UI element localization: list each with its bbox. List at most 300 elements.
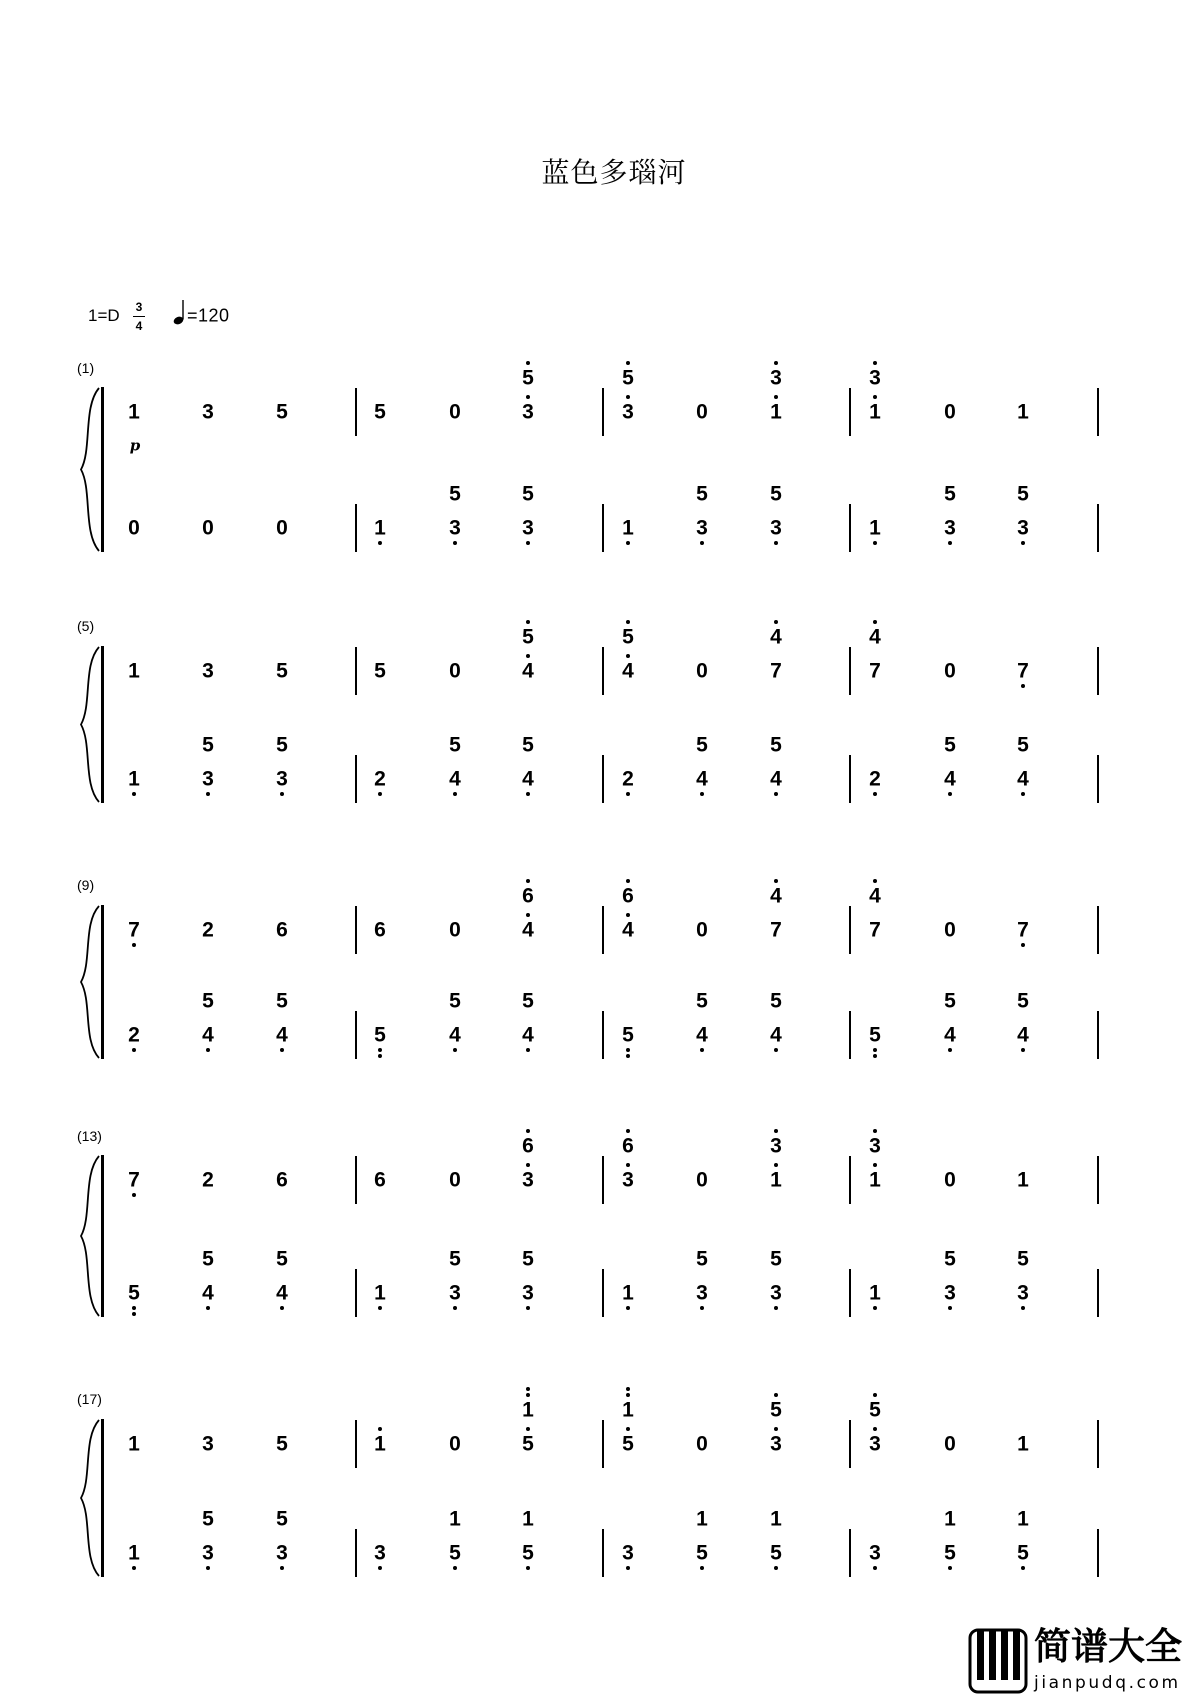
octave-dot-above (873, 1427, 877, 1431)
note: 7 (128, 918, 140, 942)
time-signature-denominator: 4 (135, 319, 143, 333)
note: 6 (276, 918, 288, 942)
note: 7 (869, 918, 881, 942)
system-barline (101, 1155, 104, 1317)
octave-dot-below (873, 1054, 877, 1058)
barline (1097, 504, 1099, 552)
octave-dot-below (948, 792, 952, 796)
octave-dot-above (873, 1393, 877, 1397)
barline (602, 755, 604, 803)
note: 1 (770, 1507, 782, 1531)
octave-dot-below (132, 943, 136, 947)
octave-dot-below (526, 1048, 530, 1052)
rest: 0 (696, 918, 708, 942)
octave-dot-above (526, 1163, 530, 1167)
note: 5 (202, 1247, 214, 1271)
note: 1 (128, 659, 140, 683)
note: 5 (522, 482, 534, 506)
barline (1097, 1420, 1099, 1468)
octave-dot-below (700, 541, 704, 545)
barline (849, 388, 851, 436)
note: 5 (869, 1023, 881, 1047)
octave-dot-above (626, 879, 630, 883)
octave-dot-above (526, 1129, 530, 1133)
octave-dot-above (626, 1387, 630, 1391)
note: 7 (1017, 659, 1029, 683)
note: 3 (202, 659, 214, 683)
barline (355, 1420, 357, 1468)
note: 3 (869, 1432, 881, 1456)
note: 2 (202, 918, 214, 942)
barline (1097, 1156, 1099, 1204)
barline (355, 647, 357, 695)
octave-dot-below (132, 1048, 136, 1052)
rest: 0 (944, 1432, 956, 1456)
barline (1097, 1529, 1099, 1577)
octave-dot-below (1021, 1566, 1025, 1570)
barline (1097, 1269, 1099, 1317)
note: 5 (276, 733, 288, 757)
octave-dot-above (526, 879, 530, 883)
octave-dot-below (873, 792, 877, 796)
note: 5 (449, 989, 461, 1013)
octave-dot-below (948, 1566, 952, 1570)
octave-dot-below (873, 1306, 877, 1310)
note: 4 (770, 767, 782, 791)
barline (602, 1420, 604, 1468)
octave-dot-below (626, 792, 630, 796)
barline (849, 755, 851, 803)
note: 4 (522, 1023, 534, 1047)
note: 5 (770, 733, 782, 757)
barline (1097, 906, 1099, 954)
note: 4 (869, 884, 881, 908)
note: 5 (696, 1541, 708, 1565)
rest: 0 (944, 1168, 956, 1192)
note: 3 (869, 1541, 881, 1565)
barline (355, 504, 357, 552)
logo-url: jianpudq.com (1034, 1673, 1181, 1693)
note: 5 (869, 1398, 881, 1422)
octave-dot-below (526, 541, 530, 545)
system-barline (101, 1419, 104, 1577)
note: 2 (128, 1023, 140, 1047)
note: 3 (449, 1281, 461, 1305)
system-barline (101, 387, 104, 552)
barline (602, 1011, 604, 1059)
barline (1097, 755, 1099, 803)
octave-dot-below (280, 792, 284, 796)
note: 1 (522, 1507, 534, 1531)
rest: 0 (696, 400, 708, 424)
octave-dot-below (526, 792, 530, 796)
barline (602, 647, 604, 695)
octave-dot-below (1021, 1306, 1025, 1310)
note: 7 (770, 918, 782, 942)
note: 4 (1017, 767, 1029, 791)
note: 4 (944, 1023, 956, 1047)
rest: 0 (202, 516, 214, 540)
octave-dot-above (626, 361, 630, 365)
octave-dot-below (873, 1048, 877, 1052)
note: 1 (1017, 1507, 1029, 1531)
note: 4 (622, 659, 634, 683)
note: 5 (622, 625, 634, 649)
note: 4 (522, 659, 534, 683)
octave-dot-below (526, 1306, 530, 1310)
octave-dot-below (774, 792, 778, 796)
system-barline (101, 905, 104, 1059)
octave-dot-above (626, 620, 630, 624)
note: 5 (276, 1247, 288, 1271)
note: 5 (522, 1541, 534, 1565)
note: 5 (522, 989, 534, 1013)
note: 3 (869, 366, 881, 390)
note: 1 (1017, 400, 1029, 424)
note: 5 (202, 733, 214, 757)
note: 5 (276, 400, 288, 424)
note: 5 (1017, 1247, 1029, 1271)
octave-dot-below (1021, 541, 1025, 545)
note: 5 (449, 482, 461, 506)
note: 5 (696, 1247, 708, 1271)
note: 3 (770, 1281, 782, 1305)
note: 3 (622, 400, 634, 424)
note: 5 (449, 1541, 461, 1565)
note: 5 (449, 733, 461, 757)
note: 5 (449, 1247, 461, 1271)
note: 5 (622, 1432, 634, 1456)
octave-dot-above (526, 1393, 530, 1397)
note: 3 (869, 1134, 881, 1158)
note: 3 (276, 767, 288, 791)
octave-dot-below (378, 1048, 382, 1052)
note: 1 (374, 516, 386, 540)
octave-dot-below (378, 792, 382, 796)
octave-dot-below (132, 792, 136, 796)
octave-dot-above (626, 913, 630, 917)
dynamic-marking: p (129, 436, 141, 455)
octave-dot-below (280, 1566, 284, 1570)
octave-dot-above (873, 1129, 877, 1133)
octave-dot-below (453, 541, 457, 545)
octave-dot-below (206, 1566, 210, 1570)
note: 6 (522, 884, 534, 908)
note: 1 (522, 1398, 534, 1422)
note: 1 (449, 1507, 461, 1531)
note: 5 (696, 482, 708, 506)
rest: 0 (449, 1168, 461, 1192)
barline (849, 504, 851, 552)
note: 3 (522, 1281, 534, 1305)
rest: 0 (449, 1432, 461, 1456)
note: 5 (944, 1247, 956, 1271)
octave-dot-above (873, 361, 877, 365)
note: 3 (202, 1541, 214, 1565)
note: 5 (276, 989, 288, 1013)
measure-number: (13) (77, 1128, 102, 1144)
note: 5 (276, 1432, 288, 1456)
note: 5 (770, 482, 782, 506)
note: 4 (770, 884, 782, 908)
note: 5 (202, 989, 214, 1013)
octave-dot-below (626, 1054, 630, 1058)
note: 5 (374, 659, 386, 683)
octave-dot-above (626, 395, 630, 399)
octave-dot-below (948, 1306, 952, 1310)
note: 4 (622, 918, 634, 942)
note: 5 (202, 1507, 214, 1531)
note: 1 (374, 1432, 386, 1456)
barline (355, 1529, 357, 1577)
note: 5 (944, 1541, 956, 1565)
note: 3 (374, 1541, 386, 1565)
tempo-marking: =120 (187, 305, 230, 326)
rest: 0 (449, 659, 461, 683)
note: 5 (696, 989, 708, 1013)
barline (355, 388, 357, 436)
rest: 0 (696, 1168, 708, 1192)
octave-dot-below (626, 1048, 630, 1052)
note: 1 (622, 1281, 634, 1305)
system-barline (101, 646, 104, 803)
note: 3 (944, 1281, 956, 1305)
note: 5 (1017, 989, 1029, 1013)
note: 5 (770, 989, 782, 1013)
note: 4 (770, 1023, 782, 1047)
barline (1097, 388, 1099, 436)
note: 5 (770, 1541, 782, 1565)
note: 1 (770, 1168, 782, 1192)
note: 5 (1017, 733, 1029, 757)
octave-dot-below (700, 1048, 704, 1052)
note: 4 (869, 625, 881, 649)
key-signature: 1=D (88, 306, 120, 325)
note: 3 (622, 1168, 634, 1192)
octave-dot-above (526, 1387, 530, 1391)
octave-dot-below (453, 792, 457, 796)
barline (602, 504, 604, 552)
note: 6 (622, 1134, 634, 1158)
octave-dot-above (526, 654, 530, 658)
octave-dot-above (774, 879, 778, 883)
rest: 0 (449, 400, 461, 424)
note: 3 (1017, 1281, 1029, 1305)
note: 1 (1017, 1432, 1029, 1456)
octave-dot-above (774, 1427, 778, 1431)
octave-dot-above (526, 395, 530, 399)
note: 2 (202, 1168, 214, 1192)
octave-dot-below (378, 1306, 382, 1310)
octave-dot-above (626, 1393, 630, 1397)
note: 1 (128, 767, 140, 791)
note: 1 (869, 1281, 881, 1305)
note: 7 (770, 659, 782, 683)
octave-dot-below (873, 1566, 877, 1570)
note: 3 (202, 1432, 214, 1456)
octave-dot-above (873, 1163, 877, 1167)
note: 7 (869, 659, 881, 683)
octave-dot-below (626, 1566, 630, 1570)
note: 1 (770, 400, 782, 424)
note: 4 (276, 1023, 288, 1047)
note: 1 (622, 516, 634, 540)
barline (849, 1269, 851, 1317)
note: 4 (770, 625, 782, 649)
note: 6 (374, 918, 386, 942)
note: 3 (696, 516, 708, 540)
barline (849, 1420, 851, 1468)
note: 3 (696, 1281, 708, 1305)
octave-dot-below (132, 1193, 136, 1197)
rest: 0 (944, 918, 956, 942)
barline (355, 1269, 357, 1317)
rest: 0 (696, 659, 708, 683)
barline (355, 755, 357, 803)
note: 3 (770, 366, 782, 390)
note: 5 (1017, 482, 1029, 506)
octave-dot-above (526, 361, 530, 365)
note: 1 (622, 1398, 634, 1422)
note: 1 (1017, 1168, 1029, 1192)
note: 4 (522, 767, 534, 791)
note: 5 (770, 1398, 782, 1422)
octave-dot-below (1021, 1048, 1025, 1052)
rest: 0 (944, 400, 956, 424)
octave-dot-above (774, 1129, 778, 1133)
measure-number: (9) (77, 877, 95, 893)
note: 1 (128, 400, 140, 424)
note: 6 (276, 1168, 288, 1192)
octave-dot-above (526, 913, 530, 917)
note: 5 (374, 400, 386, 424)
note: 5 (622, 366, 634, 390)
barline (602, 906, 604, 954)
octave-dot-below (132, 1306, 136, 1310)
barline (849, 1529, 851, 1577)
note: 4 (696, 1023, 708, 1047)
barline (355, 906, 357, 954)
score-title: 蓝色多瑙河 (541, 156, 687, 189)
octave-dot-below (378, 1054, 382, 1058)
barline (1097, 1011, 1099, 1059)
barline (602, 1156, 604, 1204)
note: 6 (522, 1134, 534, 1158)
note: 5 (276, 659, 288, 683)
note: 6 (374, 1168, 386, 1192)
note: 5 (622, 1023, 634, 1047)
note: 3 (622, 1541, 634, 1565)
rest: 0 (128, 516, 140, 540)
note: 1 (374, 1281, 386, 1305)
octave-dot-above (873, 395, 877, 399)
octave-dot-below (873, 541, 877, 545)
octave-dot-above (626, 1163, 630, 1167)
note: 7 (128, 1168, 140, 1192)
note: 4 (202, 1281, 214, 1305)
octave-dot-above (774, 395, 778, 399)
note: 5 (696, 733, 708, 757)
barline (355, 1156, 357, 1204)
note: 5 (944, 733, 956, 757)
barline (602, 388, 604, 436)
note: 1 (869, 516, 881, 540)
barline (602, 1529, 604, 1577)
logo-text: 简谱大全 (1034, 1625, 1182, 1668)
note: 3 (449, 516, 461, 540)
octave-dot-above (774, 1393, 778, 1397)
rest: 0 (449, 918, 461, 942)
rest: 0 (696, 1432, 708, 1456)
octave-dot-below (774, 1306, 778, 1310)
octave-dot-below (526, 1566, 530, 1570)
note: 4 (522, 918, 534, 942)
note: 5 (522, 1432, 534, 1456)
note: 5 (944, 989, 956, 1013)
note: 1 (696, 1507, 708, 1531)
note: 2 (622, 767, 634, 791)
octave-dot-above (378, 1427, 382, 1431)
barline (355, 1011, 357, 1059)
measure-number: (5) (77, 618, 95, 634)
octave-dot-below (1021, 943, 1025, 947)
note: 1 (869, 400, 881, 424)
barline (849, 906, 851, 954)
note: 4 (1017, 1023, 1029, 1047)
note: 5 (770, 1247, 782, 1271)
octave-dot-below (626, 541, 630, 545)
octave-dot-above (626, 1427, 630, 1431)
octave-dot-above (774, 620, 778, 624)
note: 3 (1017, 516, 1029, 540)
octave-dot-below (774, 1566, 778, 1570)
octave-dot-below (378, 1566, 382, 1570)
note: 3 (202, 767, 214, 791)
note: 5 (128, 1281, 140, 1305)
octave-dot-below (453, 1566, 457, 1570)
octave-dot-above (626, 1129, 630, 1133)
note: 6 (622, 884, 634, 908)
octave-dot-below (1021, 684, 1025, 688)
barline (1097, 647, 1099, 695)
note: 3 (522, 400, 534, 424)
octave-dot-below (700, 792, 704, 796)
note: 1 (128, 1541, 140, 1565)
time-signature-numerator: 3 (135, 300, 143, 314)
note: 3 (770, 516, 782, 540)
octave-dot-below (948, 541, 952, 545)
note: 3 (770, 1134, 782, 1158)
note: 4 (449, 1023, 461, 1047)
note: 3 (522, 516, 534, 540)
octave-dot-below (700, 1566, 704, 1570)
barline (849, 1011, 851, 1059)
note: 1 (128, 1432, 140, 1456)
note: 4 (449, 767, 461, 791)
octave-dot-below (774, 541, 778, 545)
note: 5 (374, 1023, 386, 1047)
note: 5 (522, 733, 534, 757)
rest: 0 (944, 659, 956, 683)
note: 5 (276, 1507, 288, 1531)
octave-dot-above (873, 620, 877, 624)
note: 1 (944, 1507, 956, 1531)
octave-dot-above (626, 654, 630, 658)
octave-dot-below (774, 1048, 778, 1052)
octave-dot-below (132, 1312, 136, 1316)
note: 2 (374, 767, 386, 791)
note: 2 (869, 767, 881, 791)
